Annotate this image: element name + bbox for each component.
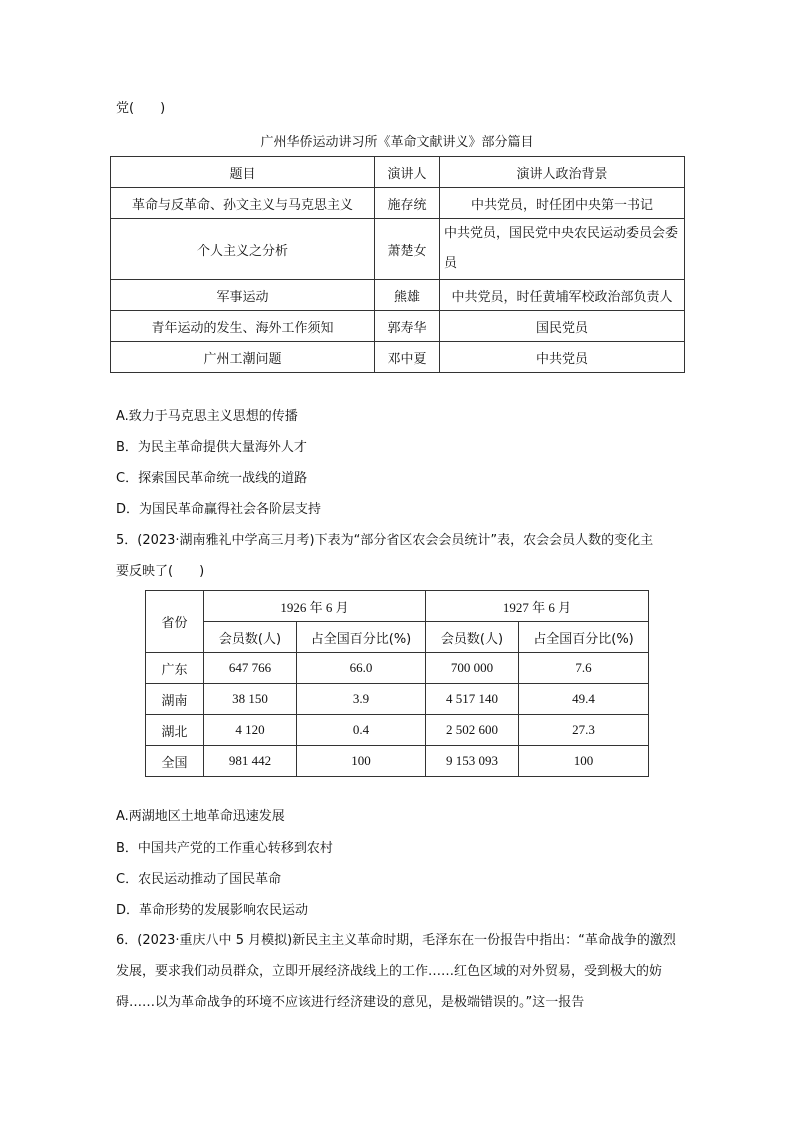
- table-subheader-row: [146, 622, 649, 653]
- table-cell: 国民党员: [440, 311, 685, 342]
- table-cell: 9 153 093: [426, 746, 519, 777]
- table-cell: 100: [519, 746, 649, 777]
- table-cell: 中共党员: [440, 342, 685, 373]
- table-row: [111, 219, 685, 280]
- table-cell: 郭寿华: [375, 311, 440, 342]
- table-cell: 27.3: [519, 715, 649, 746]
- table-cell: 湖南: [146, 684, 204, 715]
- header-cell: 1927 年 6 月: [426, 591, 649, 622]
- table-cell: 革命与反革命、孙文主义与马克思主义: [111, 188, 375, 219]
- header-cell: 占全国百分比(%): [519, 622, 649, 653]
- table-cell: 萧楚女: [375, 219, 440, 280]
- lecture-table: [110, 156, 685, 373]
- table-cell: 2 502 600: [426, 715, 519, 746]
- table-row: [146, 653, 649, 684]
- table-cell: 4 517 140: [426, 684, 519, 715]
- option-b: B．为民主革命提供大量海外人才: [116, 440, 307, 455]
- table-cell: 0.4: [297, 715, 426, 746]
- option-a: A.致力于马克思主义思想的传播: [116, 409, 298, 424]
- option-b: B．中国共产党的工作重心转移到农村: [116, 841, 333, 856]
- table-cell: 中共党员，时任黄埔军校政治部负责人: [440, 280, 685, 311]
- table-cell: 3.9: [297, 684, 426, 715]
- header-cell: 省份: [146, 591, 204, 653]
- table-cell: 647 766: [204, 653, 297, 684]
- table-cell: 100: [297, 746, 426, 777]
- option-d: D．革命形势的发展影响农民运动: [116, 903, 309, 918]
- table-cell: 青年运动的发生、海外工作须知: [111, 311, 375, 342]
- table-cell: 湖北: [146, 715, 204, 746]
- option-c: C．农民运动推动了国民革命: [116, 872, 282, 887]
- table-cell: 49.4: [519, 684, 649, 715]
- table-cell: 邓中夏: [375, 342, 440, 373]
- table-cell: 广州工潮问题: [111, 342, 375, 373]
- table-cell: 广东: [146, 653, 204, 684]
- table-cell: 施存统: [375, 188, 440, 219]
- table-cell: 个人主义之分析: [111, 219, 375, 280]
- table-header-row: [111, 157, 685, 188]
- peasant-association-table: [145, 590, 649, 777]
- option-a: A.两湖地区土地革命迅速发展: [116, 809, 285, 824]
- question-tail: 党( ): [116, 101, 166, 116]
- question-stem: 5．(2023·湖南雅礼中学高三月考)下表为“部分省区农会会员统计”表，农会会员人数的变化主: [116, 533, 654, 548]
- option-c: C．探索国民革命统一战线的道路: [116, 471, 308, 486]
- table-cell: 38 150: [204, 684, 297, 715]
- table-title: 广州华侨运动讲习所《革命文献讲义》部分篇目: [260, 135, 534, 150]
- question-stem-cont: 要反映了( ): [116, 564, 205, 579]
- header-cell: 会员数(人): [426, 622, 519, 653]
- table-cell: 4 120: [204, 715, 297, 746]
- table-cell: 981 442: [204, 746, 297, 777]
- table-row: [146, 746, 649, 777]
- question-stem: 6．(2023·重庆八中 5 月模拟)新民主主义革命时期，毛泽东在一份报告中指出：“革命战争的激烈发展，要求我们动员群众，立即开展经济战线上的工作……红色区域的对外贸易，受到极大的妨碍……以为革命战争的环境不应该进行经济建设的意见，是极端错误的。”这一报告: [116, 933, 676, 1010]
- header-cell: 演讲人政治背景: [440, 157, 685, 188]
- table-row: [146, 715, 649, 746]
- table-row: [111, 280, 685, 311]
- table-cell: 全国: [146, 746, 204, 777]
- table-header-row: [146, 591, 649, 622]
- header-cell: 占全国百分比(%): [297, 622, 426, 653]
- table-cell: 7.6: [519, 653, 649, 684]
- table-cell: 军事运动: [111, 280, 375, 311]
- table-row: [146, 684, 649, 715]
- header-cell: 演讲人: [375, 157, 440, 188]
- table-cell: 中共党员，时任团中央第一书记: [440, 188, 685, 219]
- table-row: [111, 342, 685, 373]
- table-row: [111, 311, 685, 342]
- header-cell: 会员数(人): [204, 622, 297, 653]
- option-d: D．为国民革命赢得社会各阶层支持: [116, 502, 322, 517]
- table-cell: 中共党员，国民党中央农民运动委员会委员: [440, 219, 685, 280]
- table-cell: 66.0: [297, 653, 426, 684]
- table-cell: 熊雄: [375, 280, 440, 311]
- header-cell: 1926 年 6 月: [204, 591, 426, 622]
- table-cell: 700 000: [426, 653, 519, 684]
- header-cell: 题目: [111, 157, 375, 188]
- table-row: [111, 188, 685, 219]
